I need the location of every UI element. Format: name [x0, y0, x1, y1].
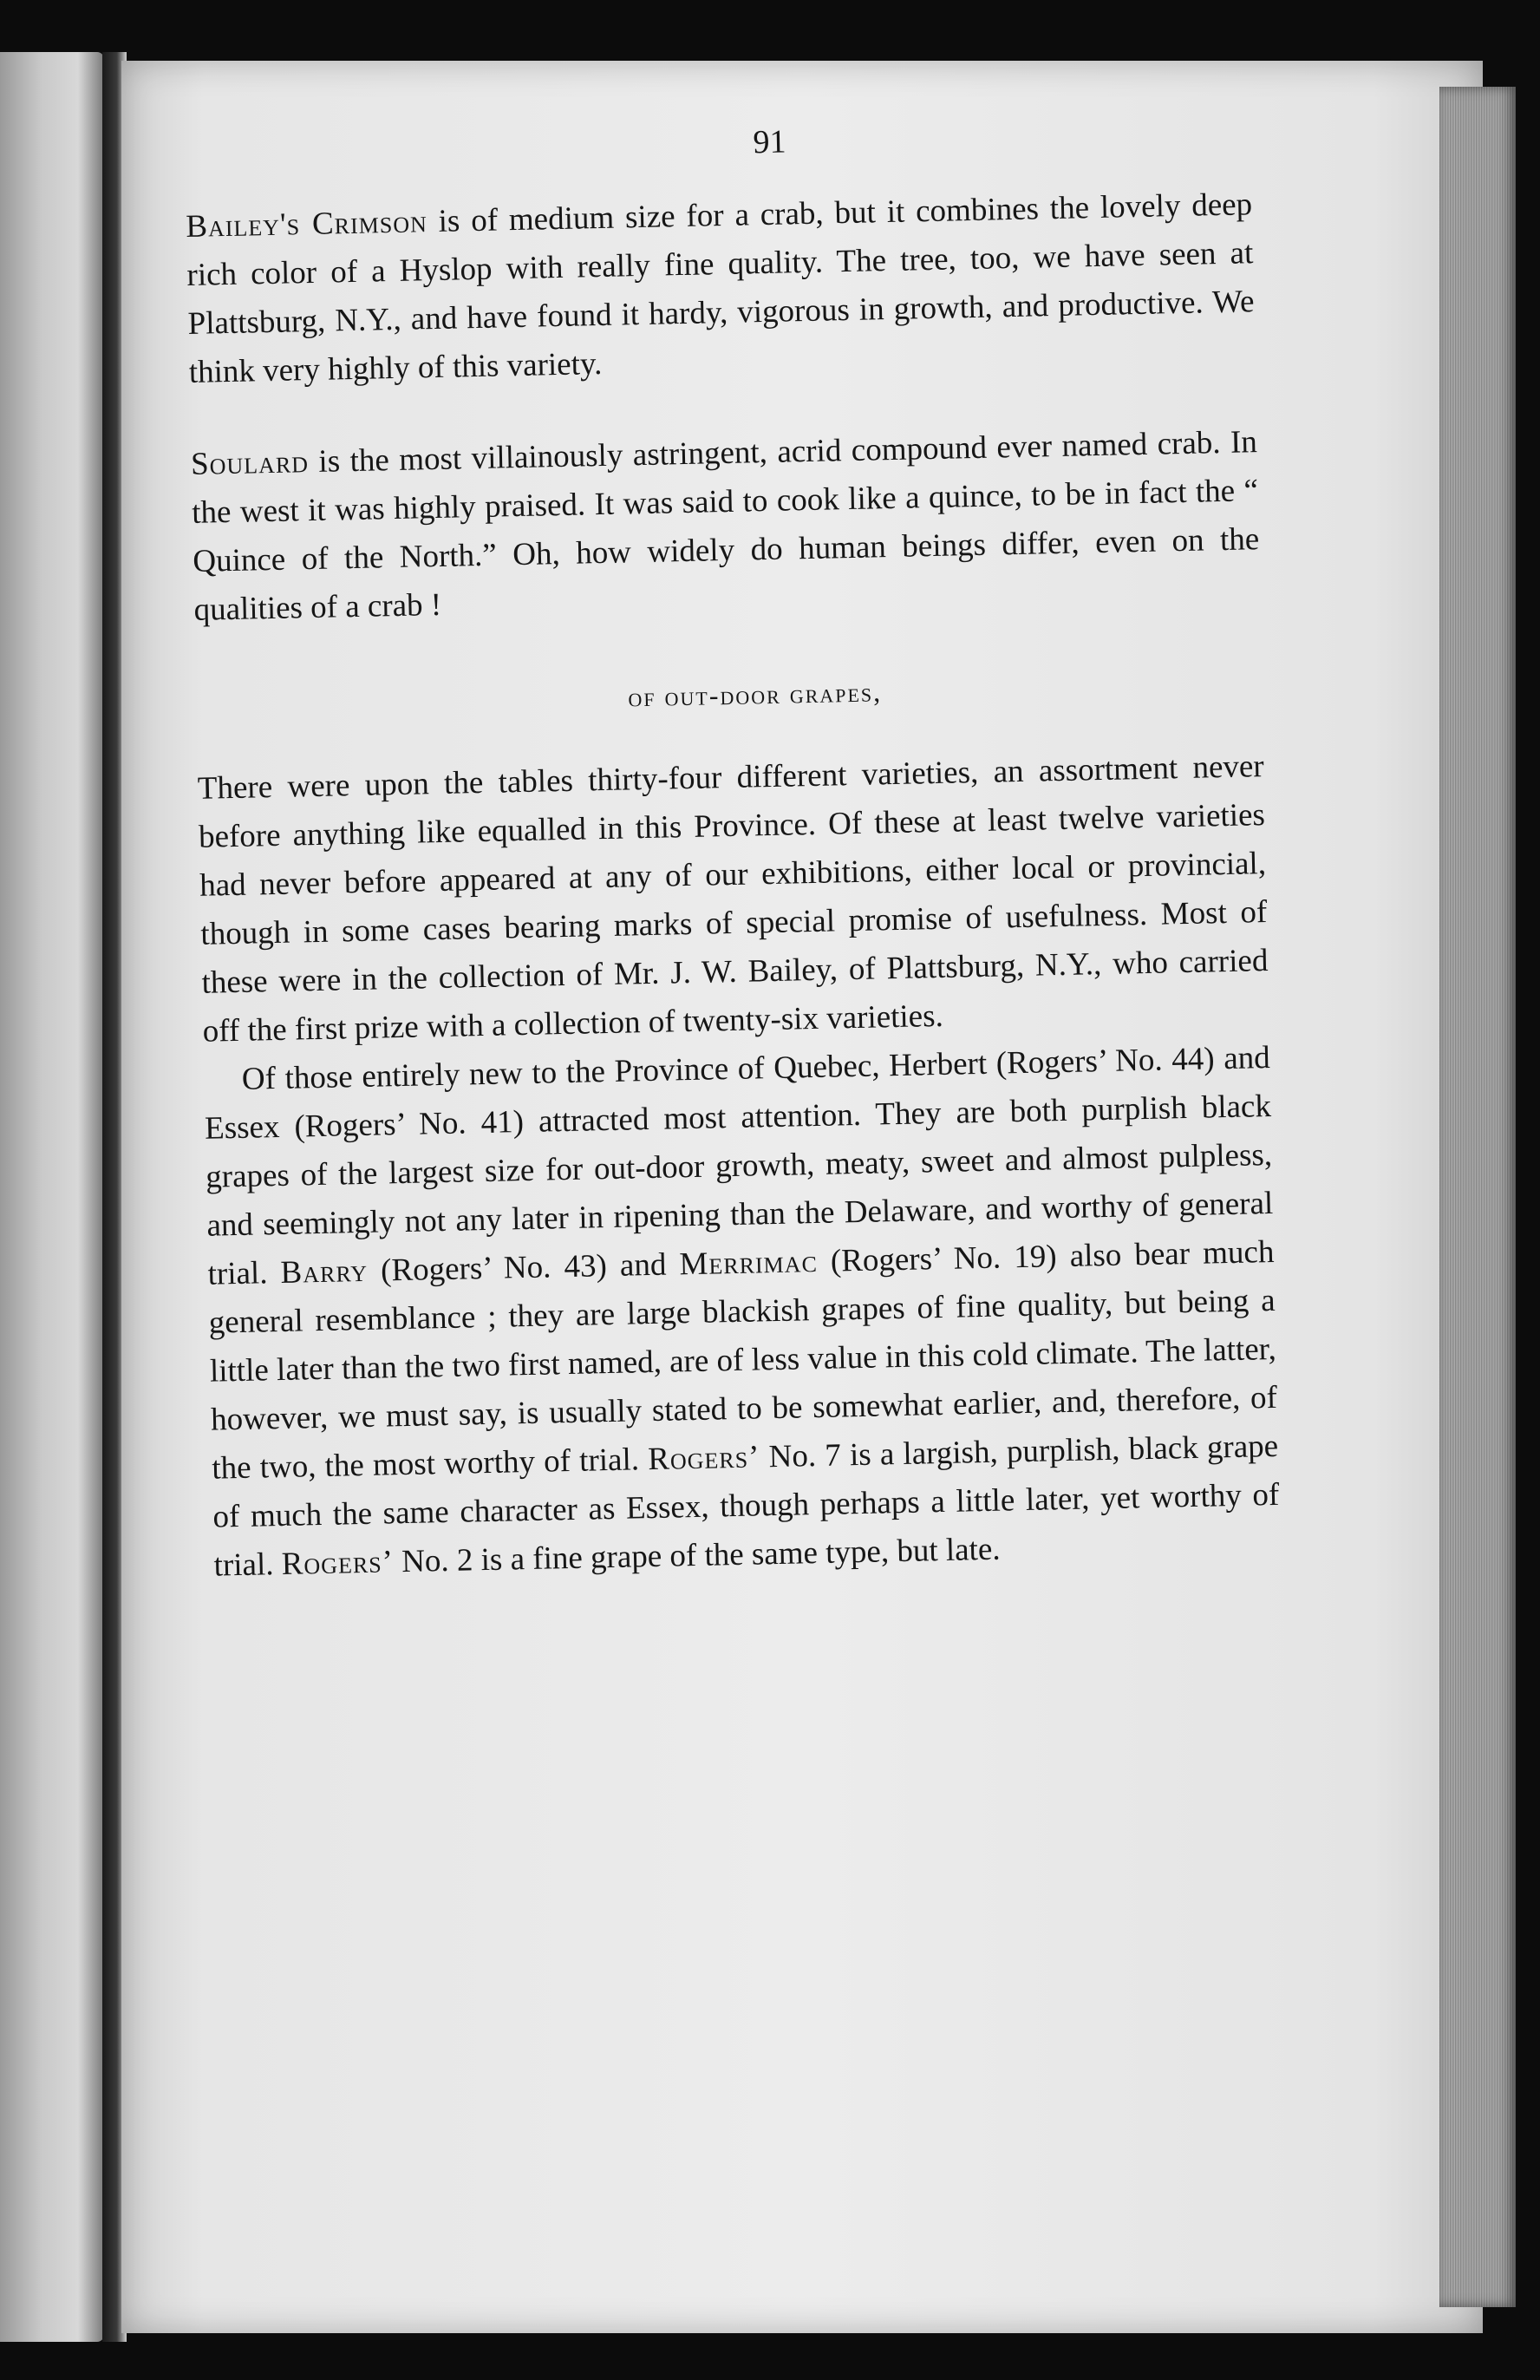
paragraph-text: No. 7 is a largish, purplish, black grape of much the same character as Essex, though perhaps a little later, yet worthy of trial.: [212, 1428, 1280, 1584]
paragraph-new-varieties: [203, 1034, 1281, 1591]
page-text: [184, 108, 1281, 1590]
paragraph-text: (Rogers’ No. 19) also bear much general resemblance ; they are large blackish grapes of fine quality, but being a little later than the two first named, are of less value in this cold climate. The latter, however, we must say, is usually stated to be somewhat earlier, and, therefore, of the two, the most worthy of trial.: [208, 1233, 1278, 1487]
paragraph-outdoor-grapes: There were upon the tables thirty-four different varieties, an assortment never before anything like equalled in this Province. Of these at least twelve varieties had never before appeared at any of our exhibitions, either local or provincial, though in some cases bearing marks of special promise of usefulness. Most of these were in the collection of Mr. J. W. Bailey, of Plattsburg, N.Y., who carried off the first prize with a collection of twenty-six varieties.: [197, 749, 1269, 1049]
left-page-edge: [0, 52, 104, 2342]
section-heading: of out-door grapes,: [628, 676, 883, 713]
paragraph-text: is of medium size for a crab, but it combines the lovely deep rich color of a Hyslop with really fine quality. The tree, too, we have seen at Plattsburg, N.Y., and have found it hardy, vigorous in growth, and productive. We think very highly of this variety.: [186, 186, 1255, 390]
variety-name-baileys-crimson: Bailey's Crimson: [185, 204, 428, 245]
paragraph-baileys-crimson: [186, 180, 1256, 397]
paragraph-soulard: [190, 418, 1260, 635]
page-number: 91: [753, 123, 786, 161]
variety-name-soulard: Soulard: [190, 444, 310, 482]
variety-name-rogers-7: Rogers’: [647, 1439, 760, 1478]
variety-name-barry: Barry: [280, 1252, 369, 1291]
paragraph-text: (Rogers’ No. 43) and: [367, 1246, 680, 1289]
paragraph-text: is the most villainously astringent, acrid compound ever named crab. In the west it was highly praised. It was said to cook like a quince, to be in fact the “ Quince of the North.” Oh, how widely do human beings differ, even on the qualities of a crab !: [191, 424, 1260, 628]
paragraph-text: No. 2 is a fine grape of the same type, but late.: [393, 1531, 1001, 1580]
paragraph-text: Of those entirely new to the Province of Quebec, Herbert (Rogers’ No. 44) and Essex (Rogers’ No. 41) attracted most attention. They are both purplish black grapes of the largest size for out-door growth, meaty, sweet and almost pulpless, and seemingly not any later in ripening than the Delaware, and worthy of general trial.: [204, 1040, 1274, 1292]
variety-name-rogers-2: Rogers’: [281, 1544, 395, 1582]
page-edge-stack: [1439, 87, 1516, 2307]
variety-name-merrimac: Merrimac: [679, 1243, 819, 1283]
